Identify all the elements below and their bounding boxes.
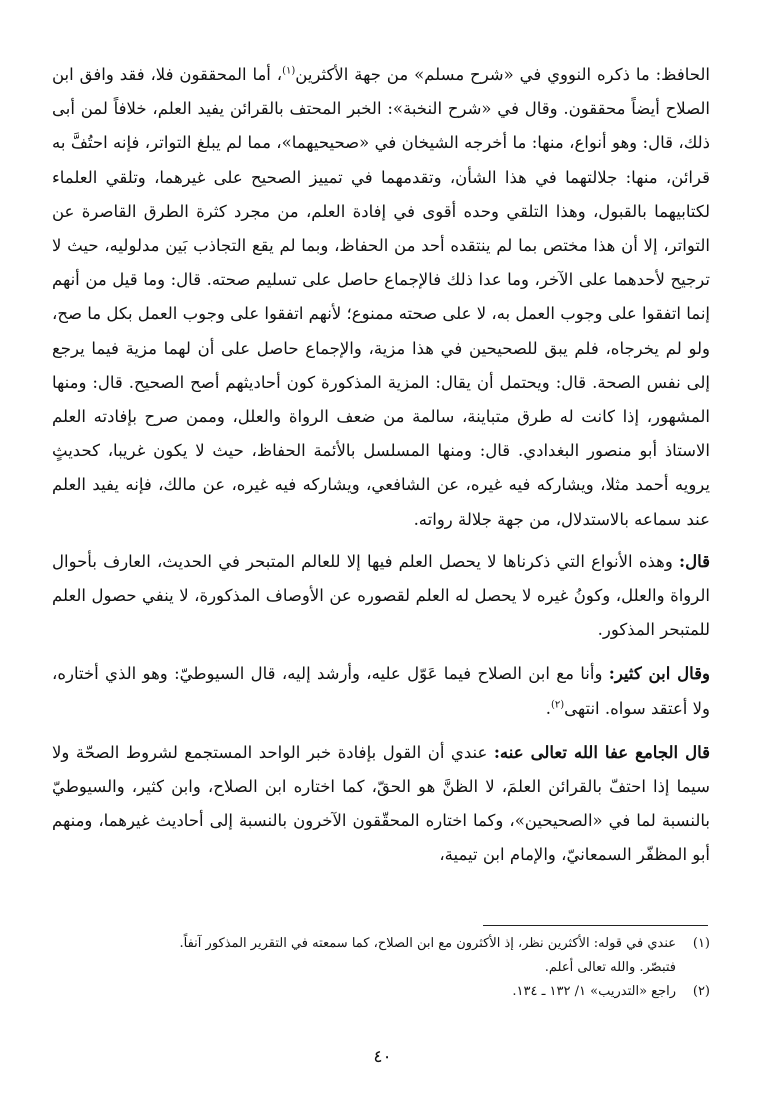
footnote-1-number: (١) <box>692 936 710 951</box>
footnote-separator <box>483 925 708 926</box>
footnote-2 <box>52 980 710 1004</box>
footnote-ref-2[interactable]: (٢) <box>550 699 565 711</box>
paragraph-3-end: . <box>545 698 551 718</box>
footnote-1-text: عندي في قوله: الأكثرين نظر، إذ الأكثرون مع ابن الصلاح، كما سمعته في التقرير المذكور آنفاً. <box>179 936 676 951</box>
footnote-2-number: (٢) <box>692 984 710 999</box>
paragraph-2 <box>52 545 710 648</box>
footnotes <box>52 932 710 1004</box>
footnote-1 <box>52 932 710 980</box>
paragraph-4 <box>52 736 710 873</box>
document-body <box>52 58 710 873</box>
paragraph-1 <box>52 58 710 537</box>
paragraph-1-text-a: الحافظ: ما ذكره النووي في «شرح مسلم» من جهة الأكثرين <box>295 65 710 84</box>
paragraph-3-text: وأنا مع ابن الصلاح فيما عَوّل عليه، وأرشد إليه، قال السيوطيّ: وهو الذي أختاره، ولا أعتقد سواه. انتهى <box>52 664 710 718</box>
paragraph-3 <box>52 657 710 725</box>
footnote-1-continuation: فتبصّر. والله تعالى أعلم. <box>544 960 676 975</box>
paragraph-4-label: قال الجامع عفا الله تعالى عنه: <box>493 742 711 762</box>
page-number: ٤٠ <box>373 1047 392 1067</box>
footnote-2-text: راجع «التدريب» ١/ ١٣٢ ـ ١٣٤. <box>512 984 676 999</box>
paragraph-4-text: عندي أن القول بإفادة خبر الواحد المستجمع لشروط الصحّة ولا سيما إذا احتفّ بالقرائن العلمَ، لا الظنَّ هو الحقّ، كما اختاره ابن الصلاح، وابن كثير، والسيوطيّ بالنسبة لما في «الصحيحين»، وكما اختاره المحقّقون الآخرون بالنسبة إلى أحاديث غيرهما، ومنهم أبو المظفّر السمعانيّ، والإمام ابن تيمية، <box>52 742 710 865</box>
paragraph-2-text: وهذه الأنواع التي ذكرناها لا يحصل العلم فيها إلا للعالم المتبحر في الحديث، العارف بأحوال الرواة والعلل، وكونُ غيره لا يحصل له العلم لقصوره عن الأوصاف المذكورة، لا ينفي حصول العلم للمتبحر المذكور. <box>52 551 710 640</box>
paragraph-3-label: وقال ابن كثير: <box>608 664 710 684</box>
footnote-ref-1[interactable]: (١) <box>282 65 296 77</box>
paragraph-2-label: قال: <box>679 551 710 571</box>
paragraph-1-text-b: ، أما المحققون فلا، فقد وافق ابن الصلاح أيضاً محققون. وقال في «شرح النخبة»: الخبر المحتف بالقرائن يفيد العلم، خلافاً لمن أبى ذلك، قال: وهو أنواع، منها: ما أخرجه الشيخان في «صحيحيهما»، مما لم يبلغ التواتر، فإنه احتُفَّ به قرائن، منها: جلالتهما في هذا الشأن، وتقدمهما في تمييز الصحيح على غيرهما، وتلقي العلماء لكتابيهما بالقبول، وهذا التلقي وحده أقوى في إفادة العلم، من مجرد كثرة الطرق القاصرة عن التواتر، إلا أن هذا مختص بما لم ينتقده أحد من الحفاظ، وبما لم يقع التجاذب بَين مدلوليه، حيث لا ترجيح لأحدهما على الآخر، وما عدا ذلك فالإجماع حاصل على تسليم صحته. قال: وما قيل من أنهم إنما اتفقوا على وجوب العمل به، لا على صحته ممنوع؛ لأنهم اتفقوا على وجوب العمل بكل ما صح، ولو لم يخرجاه، فلم يبق للصحيحين في هذا مزية، والإجماع حاصل على أن لهما مزية فيما يرجع إلى نفس الصحة. قال: ويحتمل أن يقال: المزية المذكورة كون أحاديثهم أصح الصحيح. قال: ومنها المشهور، إذا كانت له طرق متباينة، سالمة من ضعف الرواة والعلل، وممن صرح بإفادته العلم الاستاذ أبو منصور البغدادي. قال: ومنها المسلسل بالأئمة الحفاظ، حيث لا يكون غريبا، كحديثٍ يرويه أحمد مثلا، ويشاركه فيه غيره، عن الشافعي، ويشاركه فيه غيره، عن مالك، فإنه يفيد العلم عند سماعه بالاستدلال، من جهة جلالة رواته. <box>52 65 710 529</box>
